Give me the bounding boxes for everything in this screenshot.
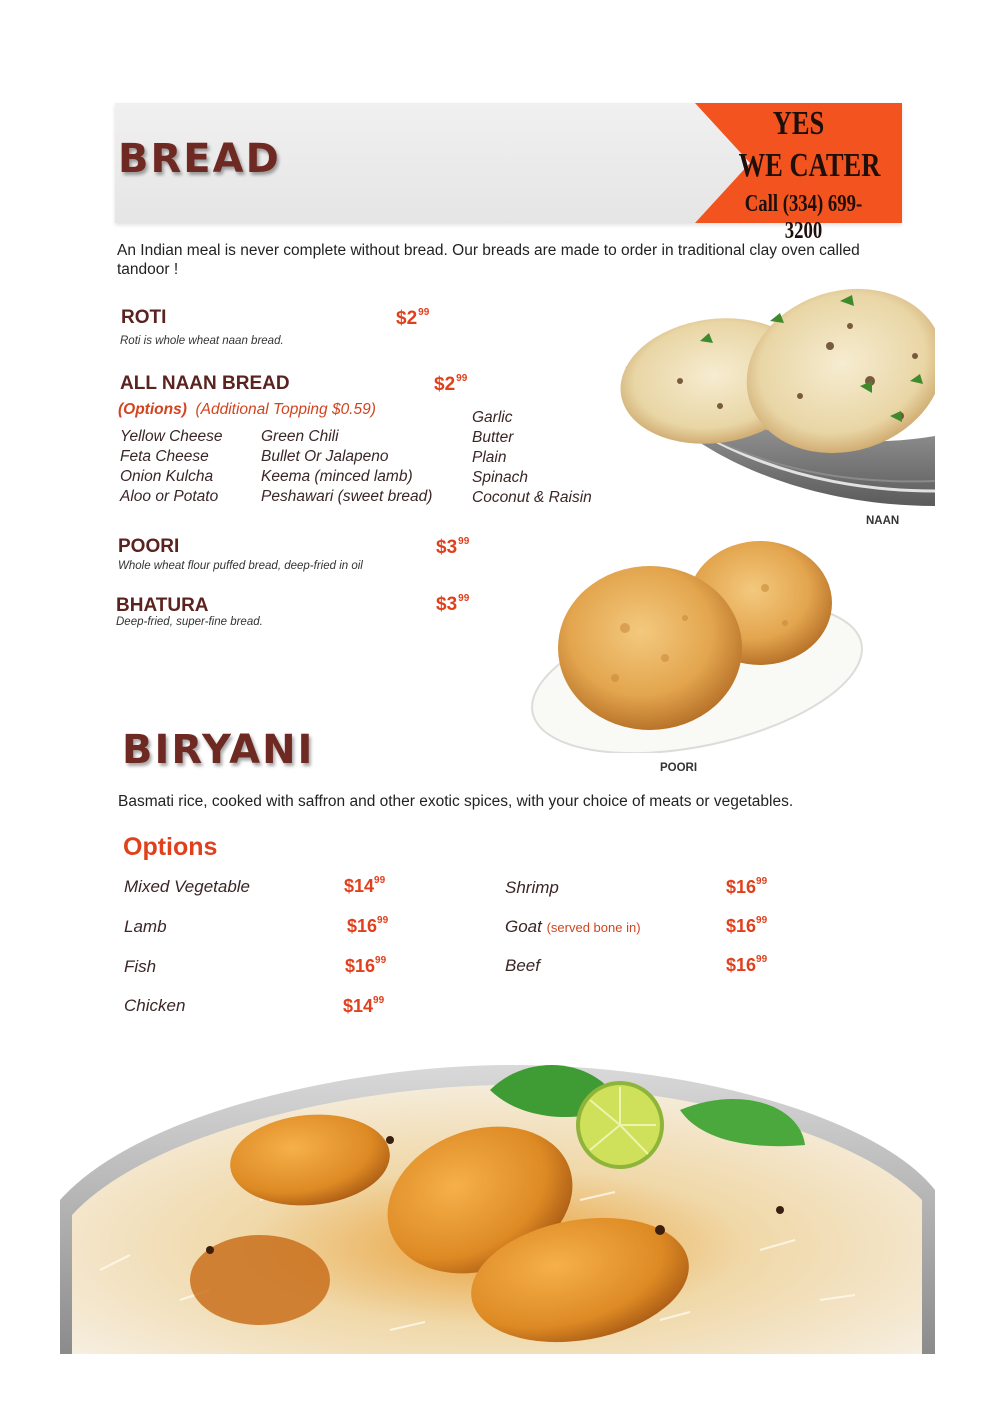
biryani-item-price: $\$16^{99}$ [726, 876, 768, 897]
biryani-item-price: $\$14^{99}$ [344, 875, 386, 896]
catering-yes: YES [772, 105, 825, 142]
roti-description: Roti is whole wheat naan bread. [120, 335, 284, 347]
biryani-item-price: $\$16^{99}$ [347, 915, 389, 936]
naan-options-label: (Options) [118, 401, 187, 418]
naan-options-col3 [472, 408, 592, 508]
poori-description: Whole wheat flour puffed bread, deep-fried in oil [118, 560, 363, 572]
naan-option: Garlic [472, 409, 513, 426]
poori-name: POORI [118, 536, 180, 557]
naan-option: Bullet Or Jalapeno [261, 448, 389, 465]
biryani-item-name: Lamb [124, 917, 167, 936]
roti-name: ROTI [121, 307, 167, 328]
bhatura-name: BHATURA [116, 595, 209, 616]
biryani-item-name: Chicken [124, 996, 186, 1015]
biryani-intro: Basmati rice, cooked with saffron and other exotic spices, with your choice of meats or vegetables. [118, 793, 794, 810]
poori-price: $\$3^{99}$ [436, 536, 470, 558]
biryani-item-price: $\$16^{99}$ [726, 954, 768, 975]
biryani-item-name: Beef [505, 956, 540, 975]
naan-image [620, 286, 935, 514]
naan-option: Feta Cheese [120, 448, 209, 465]
naan-caption: NAAN [866, 515, 900, 527]
biryani-title: BIRYANI [122, 727, 315, 773]
biryani-item-name: Fish [124, 957, 157, 976]
naan-option: Onion Kulcha [120, 468, 214, 485]
naan-option: Peshawari (sweet bread) [261, 488, 433, 505]
biryani-item-name: Mixed Vegetable [124, 877, 251, 896]
biryani-item-price: $\$14^{99}$ [343, 995, 385, 1016]
naan-option: Keema (minced lamb) [261, 468, 413, 485]
biryani-item-name-with-note: Goat (served bone in) [505, 917, 641, 936]
naan-options-line [118, 401, 376, 419]
bhatura-description: Deep-fried, super-fine bread. [116, 616, 263, 628]
naan-options-col2 [261, 427, 432, 507]
naan-name: ALL NAAN BREAD [120, 373, 290, 394]
bread-title: BREAD [118, 136, 281, 182]
catering-we-cater: WE CATER [738, 147, 881, 184]
biryani-item-price: $\$16^{99}$ [726, 915, 768, 936]
naan-option: Butter [472, 429, 514, 446]
naan-option: Green Chili [261, 428, 339, 445]
poori-image [525, 528, 870, 753]
bhatura-price: $\$3^{99}$ [436, 593, 470, 615]
naan-option: Coconut & Raisin [472, 489, 592, 506]
poori-caption: POORI [660, 762, 698, 774]
biryani-item-note: (served bone in) [546, 920, 641, 935]
roti-price: $\$2^{99}$ [396, 307, 430, 329]
naan-option: Spinach [472, 469, 529, 486]
naan-topping-note: (Additional Topping $0.59) [195, 401, 376, 418]
biryani-options-heading: Options [123, 833, 218, 861]
biryani-image [60, 1050, 935, 1354]
catering-phone: Call (334) 699-3200 [744, 191, 863, 244]
biryani-item-name: Shrimp [505, 878, 559, 897]
naan-options-col1 [120, 427, 223, 507]
naan-option: Aloo or Potato [120, 488, 219, 505]
naan-option: Yellow Cheese [120, 428, 223, 445]
biryani-item-price: $\$16^{99}$ [345, 955, 387, 976]
naan-option: Plain [472, 449, 507, 466]
catering-banner [695, 103, 902, 244]
bread-intro: An Indian meal is never complete without bread. Our breads are made to order in traditional clay oven called tandoor ! [117, 242, 860, 278]
naan-price: $\$2^{99}$ [434, 373, 468, 395]
